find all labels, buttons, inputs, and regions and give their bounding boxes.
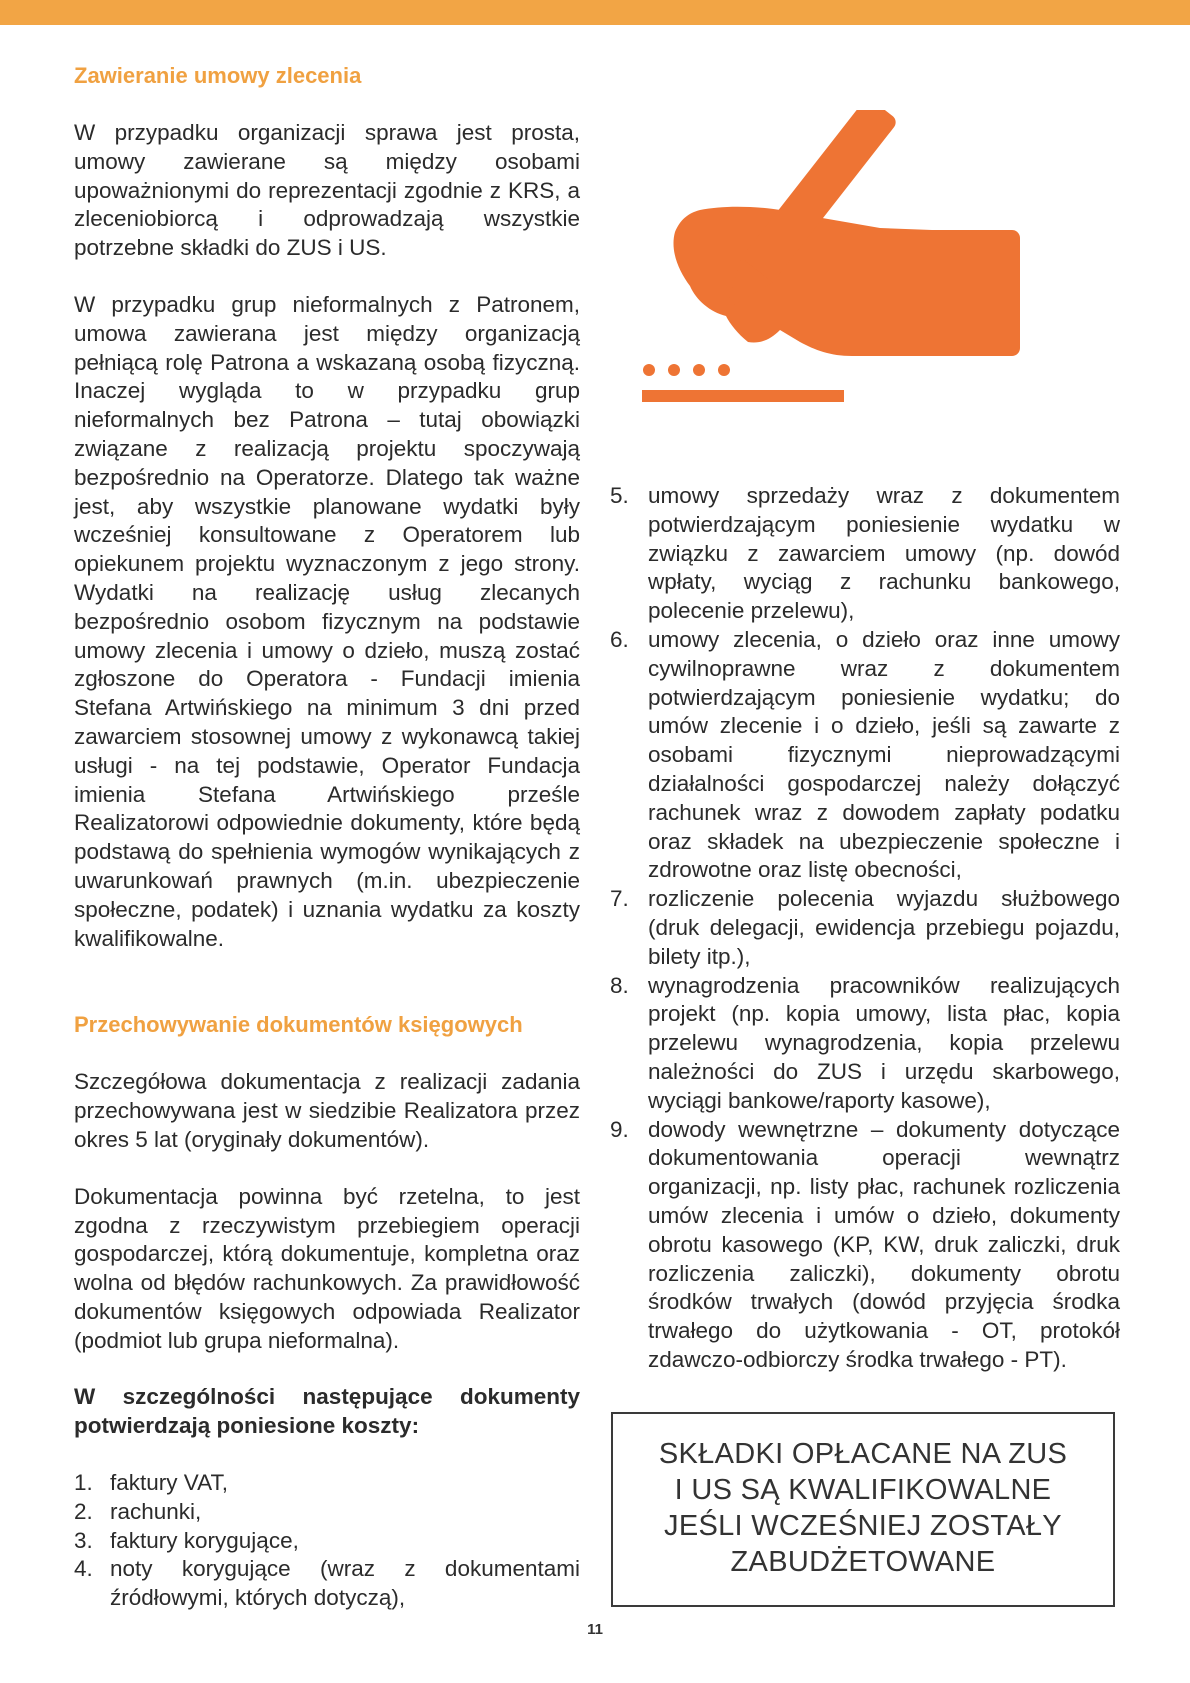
highlight-note-box bbox=[611, 1412, 1115, 1607]
paragraph-contract-organizations: W przypadku organizacji sprawa jest prosta, umowy zawierane są między osobami upoważnionymi do reprezentacji zgodnie z KRS, a zleceniobiorcą i odprowadzają wszystkie potrzebne składki do ZUS i US. bbox=[74, 120, 580, 261]
heading-storage: Przechowywanie dokumentów księgowych bbox=[74, 1012, 523, 1038]
list-item: 3. faktury korygujące, bbox=[74, 1527, 299, 1553]
documents-lead: W szczególności następujące dokumenty potwierdzają poniesione koszty: bbox=[74, 1384, 580, 1439]
page-number: 11 bbox=[587, 1621, 603, 1638]
list-item: 1. faktury VAT, bbox=[74, 1470, 228, 1496]
right-column bbox=[610, 482, 1120, 1375]
list-item: 2. rachunki, bbox=[74, 1498, 202, 1524]
list-item: 7. rozliczenie polecenia wyjazdu służbowego (druk delegacji, ewidencja przebiegu pojazdu, bilety itp.), bbox=[610, 886, 1120, 969]
list-item: 5. umowy sprzedaży wraz z dokumentem potwierdzającym poniesienie wydatku w związku z zawarciem umowy (np. dowód wpłaty, wyciąg z rachunku bankowego, polecenie przelewu), bbox=[610, 483, 1120, 624]
paragraph-storage-requirements: Dokumentacja powinna być rzetelna, to jest zgodna z rzeczywistym przebiegiem operacji gospodarczej, którą dokumentuje, kompletna oraz wolna od błędów rachunkowych. Za prawidłowość dokumentów księgowych odpowiada Realizator (podmiot lub grupa nieformalna). bbox=[74, 1183, 580, 1353]
hand-writing-pen-icon bbox=[630, 110, 1070, 410]
paragraph-storage-location: Szczegółowa dokumentacja z realizacji zadania przechowywana jest w siedzibie Realizatora przez okres 5 lat (oryginały dokumentów). bbox=[74, 1069, 580, 1152]
highlight-note-text: SKŁADKI OPŁACANE NA ZUS I US SĄ KWALIFIKOWALNE JEŚLI WCZEŚNIEJ ZOSTAŁY ZABUDŻETOWANE bbox=[658, 1437, 1068, 1578]
list-item: 8. wynagrodzenia pracowników realizujących projekt (np. kopia umowy, lista płac, kopia przelewu wynagrodzenia, kopia przelewu należności do ZUS i urzędu skarbowego, wyciągi bankowe/raporty kasowe), bbox=[610, 972, 1120, 1113]
heading-contract: Zawieranie umowy zlecenia bbox=[74, 63, 362, 88]
list-item: 6. umowy zlecenia, o dzieło oraz inne umowy cywilnoprawne wraz z dokumentem potwierdzającym poniesienie wydatku; do umów zlecenie i o dzieło, jeśli są zawarte z osobami fizycznymi nieprowadzącymi działalności gospodarczej należy dołączyć rachunek wraz z dowodem zapłaty podatku oraz składek na ubezpieczenie społeczne i zdrowotne oraz listę obecności, bbox=[610, 626, 1120, 883]
list-item: 9. dowody wewnętrzne – dokumenty dotyczące dokumentowania operacji wewnątrz organizacji, np. listy płac, rachunek rozliczenia umów zlecenia i umów o dzieło, dokumenty obrotu kasowego (KP, KW, druk zaliczki, druk rozliczenia zaliczki), dokumenty obrotu środków trwałych (dowód przyjęcia środka trwałego do użytkowania - OT, protokół zdawczo-odbiorczy środka trwałego - PT). bbox=[610, 1116, 1120, 1372]
documents-list-part-2 bbox=[610, 482, 1120, 1375]
documents-list-part-1 bbox=[74, 1469, 580, 1613]
paragraph-contract-informal-groups: W przypadku grup nieformalnych z Patronem, umowa zawierana jest między organizacją pełniącą rolę Patrona a wskazaną osobą fizyczną. Inaczej wygląda to w przypadku grup nieformalnych bez Patrona – tutaj obowiązki związane z realizacją projektu spoczywają bezpośrednio na Operatorze. Dlatego tak ważne jest, aby wszystkie planowane wydatki były wcześniej konsultowane z Operatorem lub opiekunem projektu wyznaczonym z jego strony. Wydatki na realizację usług zlecanych bezpośrednio osobom fizycznym na podstawie umowy zlecenia i umowy o dzieło, muszą zostać zgłoszone do Operatora - Fundacji imienia Stefana Artwińskiego na minimum 3 dni przed zawarciem stosownej umowy z wykonawcą takiej usługi - na tej podstawie, Operator Fundacja imienia Stefana Artwińskiego prześle Realizatorowi odpowiednie dokumenty, które będą podstawą do spełnienia wymogów wynikających z uwarunkowań prawnych (m.in. ubezpieczenie społeczne, podatek) i uznania wydatku za koszty kwalifikowalne. bbox=[74, 291, 580, 951]
left-column bbox=[74, 62, 580, 1613]
list-item: 4. noty korygujące (wraz z dokumentami źródłowymi, których dotyczą), bbox=[74, 1556, 580, 1611]
top-accent-bar bbox=[0, 0, 1190, 25]
